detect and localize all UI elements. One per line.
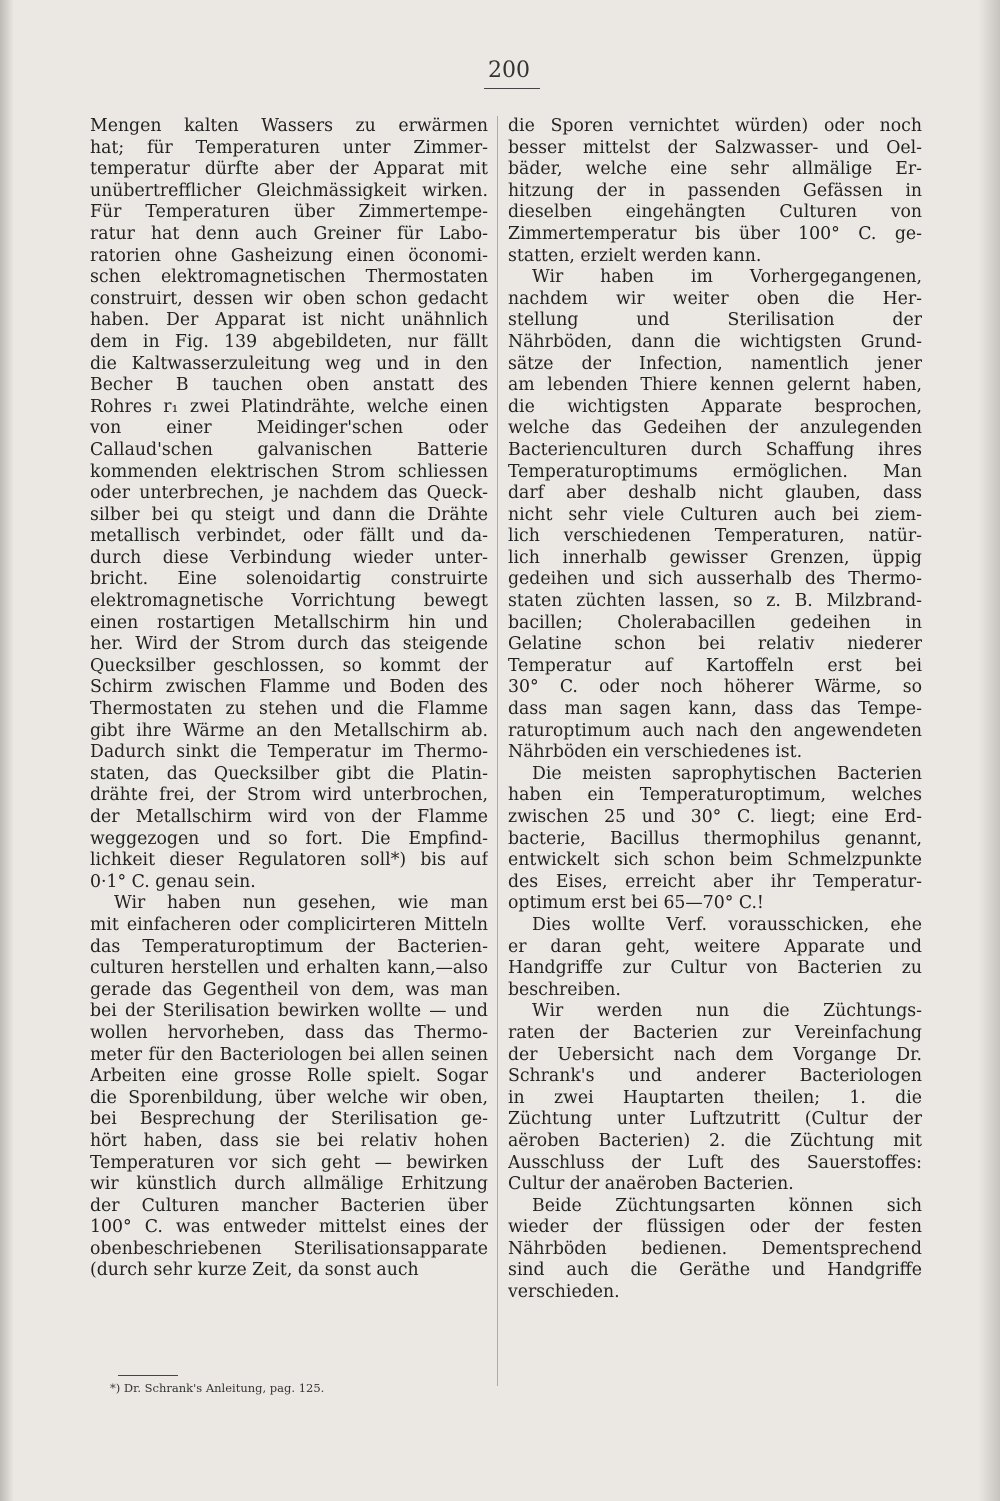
right-column [508,116,922,1304]
text-line: hört haben, dass sie bei relativ hohen [90,1130,488,1151]
text-line: raturoptimum auch nach den angewendeten [508,720,922,741]
text-line: Quecksilber geschlossen, so kommt der [90,655,488,676]
text-line: er daran geht, weitere Apparate und [508,936,922,957]
text-line: staten züchten lassen, so z. B. Milzbrand- [508,591,922,612]
text-line: stellung und Sterilisation der [508,310,922,331]
page-number: 200 [488,58,530,83]
text-line: besser mittelst der Salzwasser- und Oel- [508,137,922,158]
text-line: einen rostartigen Metallschirm hin und [90,612,488,633]
text-line: her. Wird der Strom durch das steigende [90,634,488,655]
text-line: in zwei Hauptarten theilen; 1. die [508,1087,922,1108]
text-line: weggezogen und so fort. Die Empfind- [90,828,488,849]
text-line: staten, das Quecksilber gibt die Platin- [90,763,488,784]
text-line: darf aber deshalb nicht glauben, dass [508,483,922,504]
text-line: hat; für Temperaturen unter Zimmer- [90,137,488,158]
footnote-rule [118,1375,178,1376]
text-line: gedeihen und sich ausserhalb des Thermo- [508,569,922,590]
text-line: der Culturen mancher Bacterien über [90,1195,488,1216]
text-line: elektromagnetische Vorrichtung bewegt [90,591,488,612]
text-line: entwickelt sich schon beim Schmelzpunkte [508,850,922,871]
text-line: gibt ihre Wärme an den Metallschirm ab. [90,720,488,741]
text-line: wollen hervorheben, dass das Thermo- [90,1022,488,1043]
text-line: temperatur dürfte aber der Apparat mit [90,159,488,180]
text-line: die Kaltwasserzuleitung weg und in den [90,353,488,374]
text-line: gerade das Gegentheil von dem, was man [90,979,488,1000]
text-line: drähte frei, der Strom wird unterbrochen, [90,785,488,806]
text-line: haben ein Temperaturoptimum, welches [508,785,922,806]
text-line: optimum erst bei 65—70° C.! [508,893,764,914]
text-line: sind auch die Geräthe und Handgriffe [508,1260,922,1281]
text-line: Dadurch sinkt die Temperatur im Thermo- [90,742,488,763]
text-line: bei der Sterilisation bewirken wollte — und [90,1001,488,1022]
text-line: Nährböden bedienen. Dementsprechend [508,1238,922,1259]
text-line: Temperaturen vor sich geht — bewirken [90,1152,488,1173]
text-line: lich innerhalb gewisser Grenzen, üppig [508,547,922,568]
left-column [90,116,488,1282]
text-line: Temperaturoptimums ermöglichen. Man [508,461,922,482]
text-line: construirt, dessen wir oben schon gedacht [90,288,488,309]
text-line: bäder, welche eine sehr allmälige Er- [508,159,922,180]
text-line: Wir haben im Vorhergegangenen, [532,267,922,288]
text-line: haben. Der Apparat ist nicht unähnlich [90,310,488,331]
text-line: Wir haben nun gesehen, wie man [114,893,488,914]
text-line: Ausschluss der Luft des Sauerstoffes: [508,1152,922,1173]
text-line: dem in Fig. 139 abgebildeten, nur fällt [90,331,488,352]
text-line: Handgriffe zur Cultur von Bacterien zu [508,958,922,979]
text-line: sätze der Infection, namentlich jener [508,353,922,374]
text-line: ratorien ohne Gasheizung einen öconomi- [90,245,488,266]
text-line: Züchtung unter Luftzutritt (Cultur der [508,1109,922,1130]
text-line: raten der Bacterien zur Vereinfachung [508,1022,922,1043]
text-line: bacillen; Cholerabacillen gedeihen in [508,612,922,633]
text-line: dass man sagen kann, dass das Tempe- [508,699,922,720]
text-line: ratur hat denn auch Greiner für Labo- [90,223,488,244]
text-line: statten, erzielt werden kann. [508,245,762,266]
text-line: Beide Züchtungsarten können sich [532,1195,922,1216]
text-line: bricht. Eine solenoidartig construirte [90,569,488,590]
text-line: die Sporenbildung, über welche wir oben, [90,1087,488,1108]
text-line: Nährböden, dann die wichtigsten Grund- [508,331,922,352]
text-line: wir künstlich durch allmälige Erhitzung [90,1174,488,1195]
text-line: bei Besprechung der Sterilisation ge- [90,1109,488,1130]
text-line: Thermostaten zu stehen und die Flamme [90,699,488,720]
text-line: oder unterbrechen, je nachdem das Queck- [90,483,488,504]
text-line: Mengen kalten Wassers zu erwärmen [90,116,488,136]
text-line: am lebenden Thiere kennen gelernt haben, [508,375,922,396]
text-line: durch diese Verbindung wieder unter- [90,547,488,568]
text-line: verschieden. [508,1282,620,1303]
text-line: Callaud'schen galvanischen Batterie [90,439,488,460]
text-line: Wir werden nun die Züchtungs- [532,1001,922,1022]
text-line: bacterie, Bacillus thermophilus genannt, [508,828,922,849]
text-line: Dies wollte Verf. vorausschicken, ehe [532,914,922,935]
text-line: Rohres r₁ zwei Platindrähte, welche einen [90,396,488,417]
text-line: obenbeschriebenen Sterilisationsapparate [90,1238,488,1259]
footnote: *) Dr. Schrank's Anleitung, pag. 125. [110,1381,325,1395]
text-line: Nährböden ein verschiedenes ist. [508,742,803,763]
text-line: aëroben Bacterien) 2. die Züchtung mit [508,1130,922,1151]
text-line: Für Temperaturen über Zimmertempe- [90,202,488,223]
text-line: 30° C. oder noch höherer Wärme, so [508,677,922,698]
text-line: lichkeit dieser Regulatoren soll*) bis auf [90,850,488,871]
text-line: Die meisten saprophytischen Bacterien [532,763,922,784]
text-line: hitzung der in passenden Gefässen in [508,180,922,201]
text-line: dieselben eingehängten Culturen von [508,202,922,223]
text-line: lich verschiedenen Temperaturen, natür- [508,526,922,547]
text-line: Bacterienculturen durch Schaffung ihres [508,439,922,460]
text-line: Schirm zwischen Flamme und Boden des [90,677,488,698]
text-line: des Eises, erreicht aber ihr Temperatur- [508,871,922,892]
text-line: (durch sehr kurze Zeit, da sonst auch [90,1260,419,1281]
text-line: 0·1° C. genau sein. [90,871,256,892]
text-line: metallisch verbindet, oder fällt und da- [90,526,488,547]
text-line: die Sporen vernichtet würden) oder noch [508,116,922,136]
text-line: beschreiben. [508,979,621,1000]
text-line: mit einfacheren oder complicirteren Mitteln [90,914,488,935]
text-line: unübertrefflicher Gleichmässigkeit wirken. [90,180,488,201]
text-line: 100° C. was entweder mittelst eines der [90,1217,488,1238]
text-line: silber bei qu steigt und dann die Drähte [90,504,488,525]
text-line: Temperatur auf Kartoffeln erst bei [508,655,922,676]
text-line: kommenden elektrischen Strom schliessen [90,461,488,482]
text-line: schen elektromagnetischen Thermostaten [90,267,488,288]
text-line: der Metallschirm wird von der Flamme [90,807,488,827]
text-line: culturen herstellen und erhalten kann,—also [90,958,488,979]
text-line: Schrank's und anderer Bacteriologen [508,1066,922,1087]
text-line: welche das Gedeihen der anzulegenden [508,418,922,439]
text-line: Becher B tauchen oben anstatt des [90,375,488,396]
text-line: Gelatine schon bei relativ niederer [508,634,922,655]
text-line: die wichtigsten Apparate besprochen, [508,396,922,417]
text-line: Zimmertemperatur bis über 100° C. ge- [508,223,922,244]
scan-shadow-right [978,0,1000,1501]
column-divider [497,116,498,1386]
text-line: der Uebersicht nach dem Vorgange Dr. [508,1044,922,1065]
scan-shadow-left [0,0,14,1501]
text-line: das Temperaturoptimum der Bacterien- [90,936,488,957]
text-line: von einer Meidinger'schen oder [90,418,488,439]
text-line: Cultur der anaëroben Bacterien. [508,1174,794,1195]
text-line: Arbeiten eine grosse Rolle spielt. Sogar [90,1066,488,1087]
text-line: zwischen 25 und 30° C. liegt; eine Erd- [508,807,922,827]
text-line: nicht sehr viele Culturen auch bei ziem- [508,504,922,525]
text-line: meter für den Bacteriologen bei allen seinen [90,1044,488,1065]
page-number-underline [484,88,540,89]
text-line: wieder der flüssigen oder der festen [508,1217,922,1238]
text-line: nachdem wir weiter oben die Her- [508,288,922,309]
